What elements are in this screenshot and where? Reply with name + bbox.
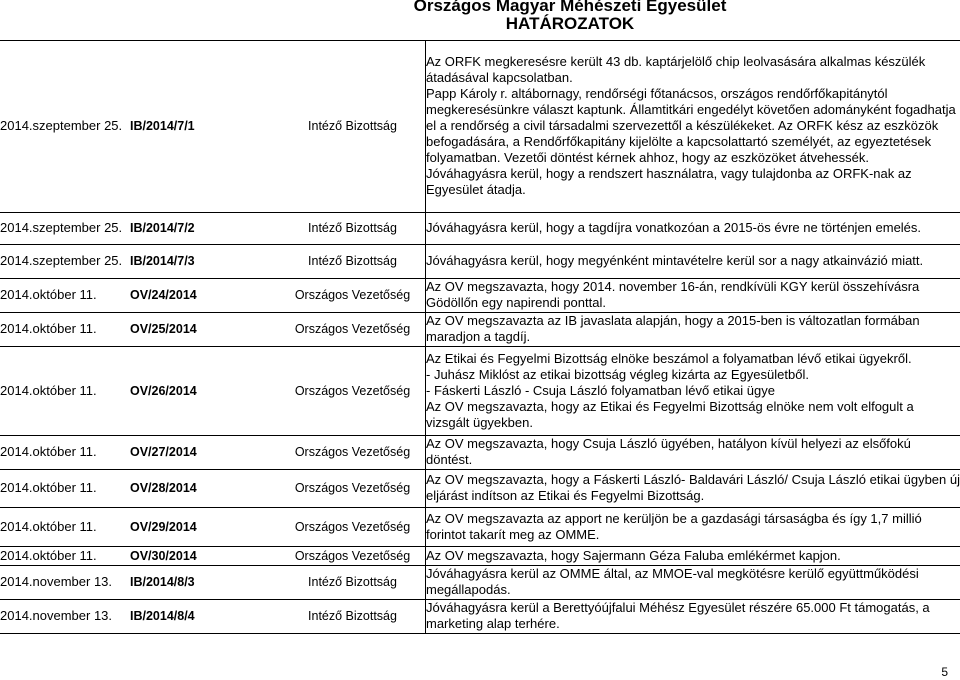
resolution-text-paragraph: - Fáskerti László - Csuja László folyamatban lévő etikai ügye [426,382,775,398]
document-subtitle: HATÁROZATOK [505,14,635,33]
resolution-body: Országos Vezetőség [294,548,411,563]
resolution-text [426,546,960,565]
resolution-text [426,565,960,599]
page-number: 5 [941,665,948,679]
resolution-body: Intéző Bizottság [308,119,397,134]
resolution-code: IB/2014/7/3 [130,254,195,268]
resolution-text [426,507,960,546]
resolution-text [426,599,960,633]
resolution-code: OV/25/2014 [130,322,197,336]
resolution-body: Országos Vezetőség [294,322,411,336]
resolution-date: 2014.szeptember 25. [0,253,123,268]
resolution-code: OV/30/2014 [130,548,197,563]
resolution-text [426,435,960,469]
resolution-date: 2014.október 11. [0,444,97,459]
resolution-date: 2014.október 11. [0,547,97,563]
resolution-date: 2014.október 11. [0,321,97,336]
resolution-text-paragraph: Jóváhagyásra kerül, hogy megyénként mintavételre kerül sor a nagy atkainvázió miatt. [426,253,924,268]
resolution-text-paragraph: Az OV megszavazta, hogy 2014. november 16-án, rendkívüli KGY kerül összehívásra Gödöllőn egy napirendi ponttal. [426,279,920,310]
resolution-date: 2014.október 11. [0,518,97,534]
resolution-text [426,244,960,278]
resolution-date: 2014.november 13. [0,574,113,589]
resolution-text-paragraph: Jóváhagyásra kerül a Berettyóújfalui Méhész Egyesület részére 65.000 Ft támogatás, a marketing alap terhére. [426,600,930,631]
table-row [0,599,960,633]
resolution-code: OV/29/2014 [130,519,197,534]
resolution-date: 2014.november 13. [0,608,113,623]
resolution-code: OV/27/2014 [130,445,197,459]
resolution-text-paragraph: Az OV megszavazta, hogy a Fáskerti László- Baldavári László/ Csuja László etikai ügyben új eljárást indítson az Etikai és Fegyelmi Bizottság. [426,472,960,503]
resolution-text [426,212,960,244]
table-row [0,546,960,565]
resolution-body: Országos Vezetőség [294,481,411,495]
resolution-body: Országos Vezetőség [294,445,411,459]
table-row [0,507,960,546]
table-row [0,212,960,244]
resolution-text-paragraph: Jóváhagyásra kerül, hogy a rendszert használatra, vagy tulajdonba az ORFK-nak az Egyesület átadja. [426,166,912,198]
table-row [0,346,960,435]
resolution-code: IB/2014/8/4 [130,609,195,623]
resolution-text [426,278,960,312]
table-row [0,244,960,278]
document-title: Országos Magyar Méhészeti Egyesület [413,0,727,15]
resolution-body: Országos Vezetőség [294,383,411,398]
resolution-text-paragraph: Papp Károly r. altábornagy, rendőrségi főtanácsos, országos rendőrfőkapitánytól megkeresésünkre választ kaptunk. Államtitkári engedélyt követően adományként fogadhatja el a rendőrség a civil társadalmi szervezettől a készülékeket. Az ORFK kész az eszközök befogadására, a Rendőrfőkapitány kijelölte a kapcsolattartó személyét, az egyeztetések folyamatban. Vezetői döntést kérnek ahhoz, hogy az eszközöket átvehessék. [426,86,956,166]
resolution-text-paragraph: Jóváhagyásra kerül az OMME által, az MMOE-val megkötésre kerülő együttműködési megállapodás. [426,566,919,597]
resolution-code: IB/2014/7/1 [130,119,195,134]
resolution-text-paragraph: Az OV megszavazta az IB javaslata alapján, hogy a 2015-ben is változatlan formában maradjon a tagdíj. [426,313,920,344]
resolutions-table [0,41,960,634]
resolution-text-paragraph: Az OV megszavazta, hogy az Etikai és Fegyelmi Bizottság elnöke nem volt elfogult a vizsgált ügyekben. [426,398,914,430]
resolution-text-paragraph: Az ORFK megkeresésre került 43 db. kaptárjelölő chip leolvasására alkalmas készülék átadásával kapcsolatban. [426,54,926,86]
resolution-text-paragraph: Az OV megszavazta az apport ne kerüljön be a gazdasági társaságba és így 1,7 millió forintot takarít meg az OMME. [426,510,922,542]
table-row [0,469,960,507]
resolution-body: Intéző Bizottság [308,254,397,268]
resolution-text-paragraph: Az OV megszavazta, hogy Sajermann Géza Faluba emlékérmet kapjon. [426,547,841,563]
resolution-text-paragraph: Jóváhagyásra kerül, hogy a tagdíjra vonatkozóan a 2015-ös évre ne történjen emelés. [426,220,922,235]
table-row [0,41,960,212]
resolution-body: Intéző Bizottság [308,609,397,623]
resolution-date: 2014.október 11. [0,287,97,302]
resolution-text-paragraph: Az Etikai és Fegyelmi Bizottság elnöke beszámol a folyamatban lévő etikai ügyekről. [426,350,912,366]
resolution-code: IB/2014/8/3 [130,575,195,589]
resolution-code: OV/28/2014 [130,481,197,495]
resolution-code: OV/24/2014 [130,288,197,302]
resolution-text-paragraph: - Juhász Miklóst az etikai bizottság végleg kizárta az Egyesületből. [426,366,809,382]
resolution-date: 2014.szeptember 25. [0,118,123,134]
resolution-body: Intéző Bizottság [308,575,397,589]
table-row [0,278,960,312]
resolution-text [426,312,960,346]
table-row [0,435,960,469]
table-row [0,565,960,599]
resolution-text [426,469,960,507]
table-row [0,312,960,346]
resolution-body: Intéző Bizottság [308,221,397,235]
resolution-date: 2014.október 11. [0,382,97,398]
resolution-code: IB/2014/7/2 [130,221,195,235]
resolution-text-paragraph: Az OV megszavazta, hogy Csuja László ügyében, hatályon kívül helyezi az elsőfokú döntést. [426,436,911,467]
resolution-body: Országos Vezetőség [294,519,411,534]
resolution-date: 2014.október 11. [0,480,97,495]
resolution-body: Országos Vezetőség [294,288,411,302]
resolution-date: 2014.szeptember 25. [0,220,123,235]
resolution-text [426,346,960,435]
resolution-code: OV/26/2014 [130,383,197,398]
resolution-text [426,41,960,212]
